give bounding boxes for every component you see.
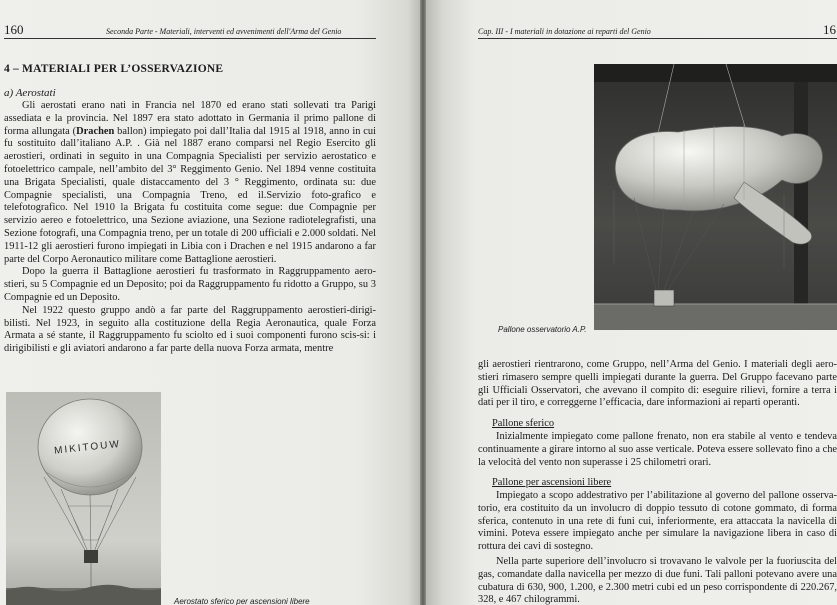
balloon-illustration [6, 392, 161, 605]
section-heading: 4 – MATERIALI PER L’OSSERVAZIONE [4, 63, 224, 75]
right-page [426, 0, 837, 605]
paragraph: Inizialmente impiegato come pallone frenato, non era stabile al vento e tendeva continuamente a girare intorno al suo asse verticale. Poteva essere sollevato fino a che la velocità del vento non superasse i 25 chilometri orari. [478, 431, 837, 468]
left-body-text [4, 100, 376, 356]
paragraph: gli aerostieri rientrarono, come Gruppo, nell’Arma del Genio. I materiali degli aero-stieri rimasero sempre quelli impiegati durante la guerra. Del Gruppo facevano parte gli Ufficiali Osservatori, che avevano il compito di: eseguire rilievi, fornire a terra i dati per il tiro, e correggerne l’efficacia, dare informazioni ai reparti operanti. [478, 359, 837, 409]
right-header-rule [478, 38, 837, 39]
balloon-lettering: MIKITOUW [53, 438, 122, 457]
paragraph: Nel 1922 questo gruppo andò a far parte del Raggruppamento aerostieri-dirigi-bilisti. Nel 1923, in seguito alla costituzione della Regia Aeronautica, quale Forza Armata a sé stante, il Raggruppamento fu sciolto ed i suoi componenti furono scis-si: i dirigibilisti e gli aviatori andarono a far parte della nuova Forza armata, mentre [4, 304, 376, 355]
paragraph: Dopo la guerra il Battaglione aerostieri fu trasformato in Raggruppamento aero-stieri, su 5 Compagnie ed un Deposito; poi da Raggruppamento fu ridotto a Gruppo, su 3 Compagnie ed un Deposito. [4, 266, 376, 303]
paragraph: Nella parte superiore dell’involucro si trovavano le valvole per la fuoriuscita del gas, comandate dalla navicella per mezzo di due funi. Tali palloni potevano avere una cubatura di 630, 900, 1.200, e 2.300 metri cubi ed un peso corrispondente di 220.267, 328, e 467 chilogrammi. [478, 556, 837, 605]
right-page-number: 16 [823, 22, 836, 37]
left-header-rule [4, 38, 376, 39]
left-photo-caption: Aerostato sferico per ascensioni libere [174, 597, 310, 605]
subsection-title-pallone-sferico: Pallone sferico [492, 418, 555, 429]
spherical-balloon-photo [6, 392, 161, 605]
right-running-head: Cap. III - I materiali in dotazione ai reparti del Genio [478, 27, 651, 36]
paragraph: Gli aerostati erano nati in Francia nel 1870 ed erano stati sollevati tra Parigi assediata e la provincia. Nel 1897 era stato adottato in Germania il primo pallone di forma allungata (Drachen ballon) impiegato poi dall’Italia dal 1915 al 1918, anno in cui fu sostituito dall’italiano A.P. . Già nel 1887 erano comparsi nel Regio Esercito gli aerostieri, ordinati in seguito in una Compagnia Specialisti per servizio aerostatico e fotoelettrico campale, nell’ambito del 3° Reggimento Genio. Nel 1894 venne costituita una Brigata Specialisti, quale distaccamento del 3 ° Reggimento, ordinata su: due Compagnie specialisti, una Compagnia Treno, ed il.Servizio foto-grafico e telefotografico. Nel 1910 la Brigata fu costituita come segue: due Compagnie per servizio aereo e fotoelettrico, una Sezione aviazione, una Sezione radiotelegrafisti, una Sezione fotografi, una Compagnia treno, per un totale di 200 ufficiali e 2.000 soldati. Nel 1911-12 gli aerostieri furono impiegati in Libia con i Drachen e nel 1915 andarono a far parte del Corpo Aeronautico militare come Battaglione aerostieri. [4, 100, 376, 265]
left-running-head: Seconda Parte - Materiali, interventi ed avvenimenti dell'Arma del Genio [106, 27, 342, 36]
ap-balloon-illustration [594, 64, 837, 330]
paragraph: Impiegato a scopo addestrativo per l’abilitazione al governo del pallone osserva-torio, era costituito da un involucro di doppio tessuto di cotone gommato, di forma sferica, contenuto in una rete di funi cui, inferiormente, era attaccata la navicella di vimini. Poteva essere impiegato anche per simulare la navigazione libera in caso di rottura dei cavi di sostegno. [478, 490, 837, 553]
subheading-aerostati: a) Aerostati [4, 87, 56, 99]
observation-balloon-photo [594, 64, 837, 330]
left-page-number: 160 [4, 22, 24, 37]
drachen-term: Drachen [76, 125, 115, 137]
right-photo-caption: Pallone osservatorio A.P. [498, 325, 587, 334]
subsection-title-ascensioni-libere: Pallone per ascensioni libere [492, 477, 612, 488]
